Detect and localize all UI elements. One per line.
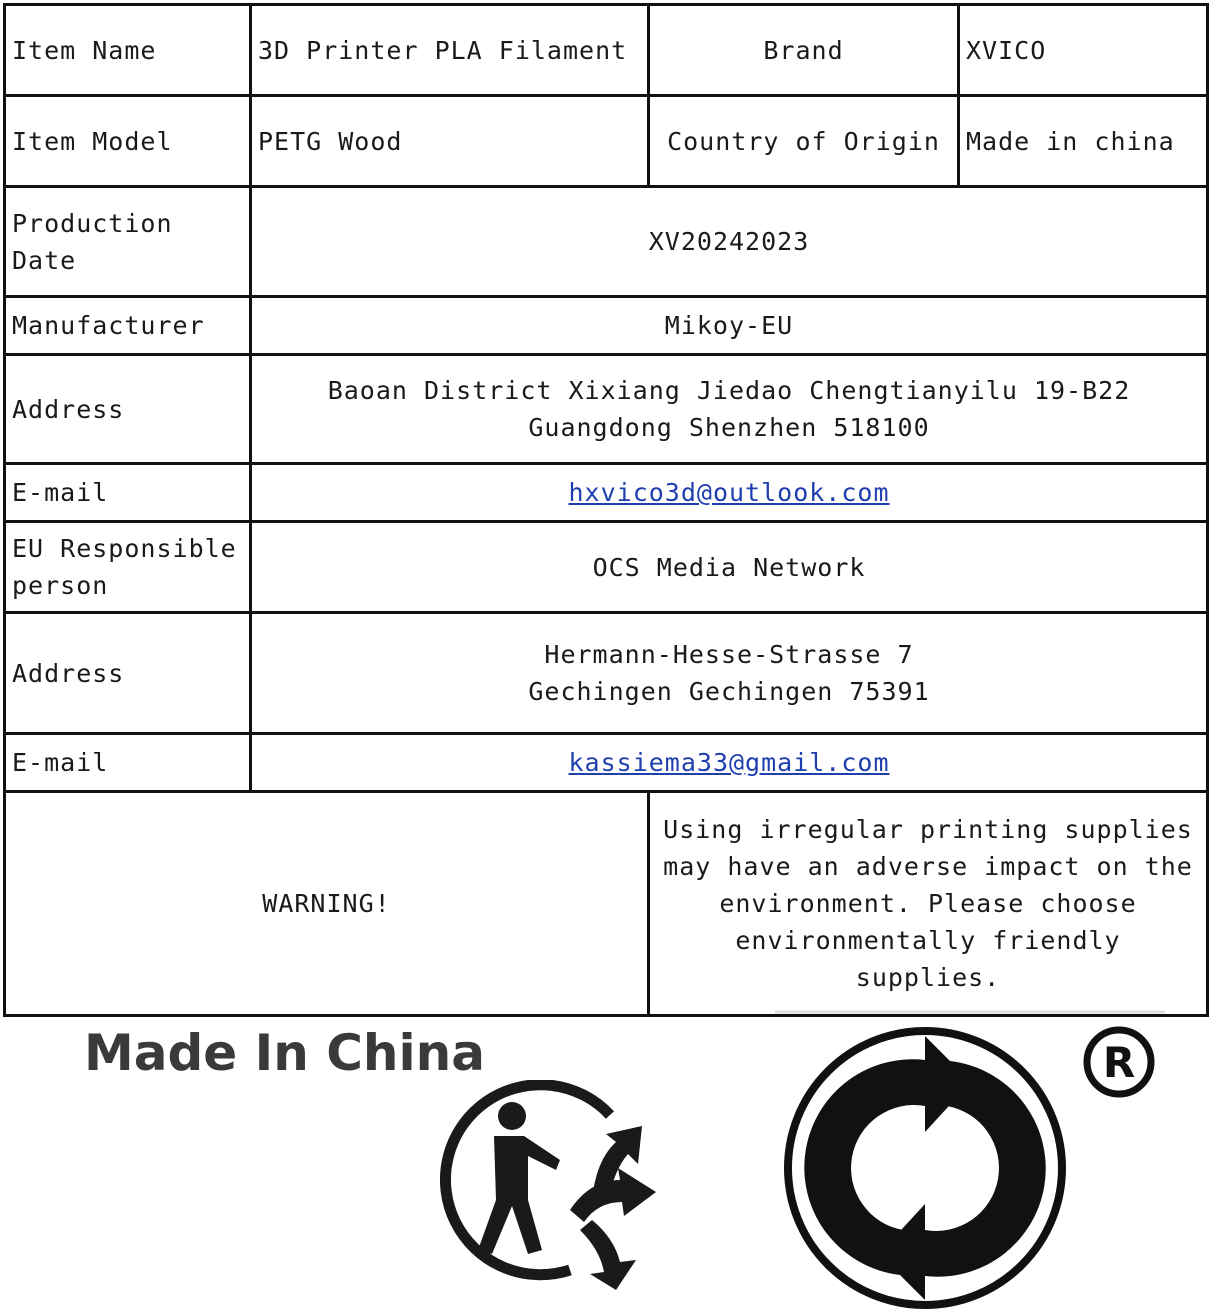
row-email-2 <box>5 734 1208 792</box>
eu-label-line-1: EU Responsible <box>12 534 237 563</box>
svg-text:R: R <box>1102 1038 1136 1087</box>
address-1-line-1: Baoan District Xixiang Jiedao Chengtianyilu 19-B22 <box>327 376 1131 405</box>
row-manufacturer <box>5 297 1208 355</box>
manufacturer-label: Manufacturer <box>5 297 251 355</box>
warning-line-3: environment. Please choose <box>719 889 1137 918</box>
row-eu-responsible <box>5 522 1208 613</box>
email-1-cell <box>251 464 1208 522</box>
origin-label: Country of Origin <box>649 96 959 187</box>
production-date-value: XV20242023 <box>251 187 1208 297</box>
warning-line-2: may have an adverse impact on the <box>663 852 1193 881</box>
email-2-label: E-mail <box>5 734 251 792</box>
item-name-label: Item Name <box>5 5 251 96</box>
triman-recycling-icon <box>420 1080 670 1290</box>
row-item-name <box>5 5 1208 96</box>
item-model-value: PETG Wood <box>251 96 649 187</box>
eu-responsible-value: OCS Media Network <box>251 522 1208 613</box>
eu-label-line-2: person <box>12 571 109 600</box>
row-address-1 <box>5 355 1208 464</box>
brand-value: XVICO <box>959 5 1208 96</box>
row-email-1 <box>5 464 1208 522</box>
email-2-cell <box>251 734 1208 792</box>
address-2-value <box>251 613 1208 734</box>
made-in-china-title: Made In China <box>84 1024 485 1082</box>
address-1-line-2: Guangdong Shenzhen 518100 <box>528 413 930 442</box>
item-model-label: Item Model <box>5 96 251 187</box>
warning-line-4: environmentally friendly supplies. <box>735 926 1121 992</box>
email-1-link[interactable]: hxvico3d@outlook.com <box>568 478 890 507</box>
origin-value: Made in china <box>959 96 1208 187</box>
row-production-date <box>5 187 1208 297</box>
item-name-value: 3D Printer PLA Filament <box>251 5 649 96</box>
address-2-line-1: Hermann-Hesse-Strasse 7 <box>544 640 914 669</box>
green-dot-icon <box>775 1010 1170 1310</box>
address-1-label: Address <box>5 355 251 464</box>
row-item-model <box>5 96 1208 187</box>
email-2-link[interactable]: kassiema33@gmail.com <box>568 748 890 777</box>
address-2-label: Address <box>5 613 251 734</box>
email-1-label: E-mail <box>5 464 251 522</box>
warning-text <box>649 792 1208 1016</box>
brand-label: Brand <box>649 5 959 96</box>
manufacturer-value: Mikoy-EU <box>251 297 1208 355</box>
product-spec-table <box>3 3 1209 1017</box>
address-1-value <box>251 355 1208 464</box>
registered-mark-icon <box>1087 1030 1151 1094</box>
row-address-2 <box>5 613 1208 734</box>
warning-label: WARNING! <box>5 792 649 1016</box>
row-warning <box>5 792 1208 1016</box>
eu-responsible-label <box>5 522 251 613</box>
production-date-label: Production Date <box>5 187 251 297</box>
address-2-line-2: Gechingen Gechingen 75391 <box>528 677 930 706</box>
warning-line-1: Using irregular printing supplies <box>663 815 1193 844</box>
